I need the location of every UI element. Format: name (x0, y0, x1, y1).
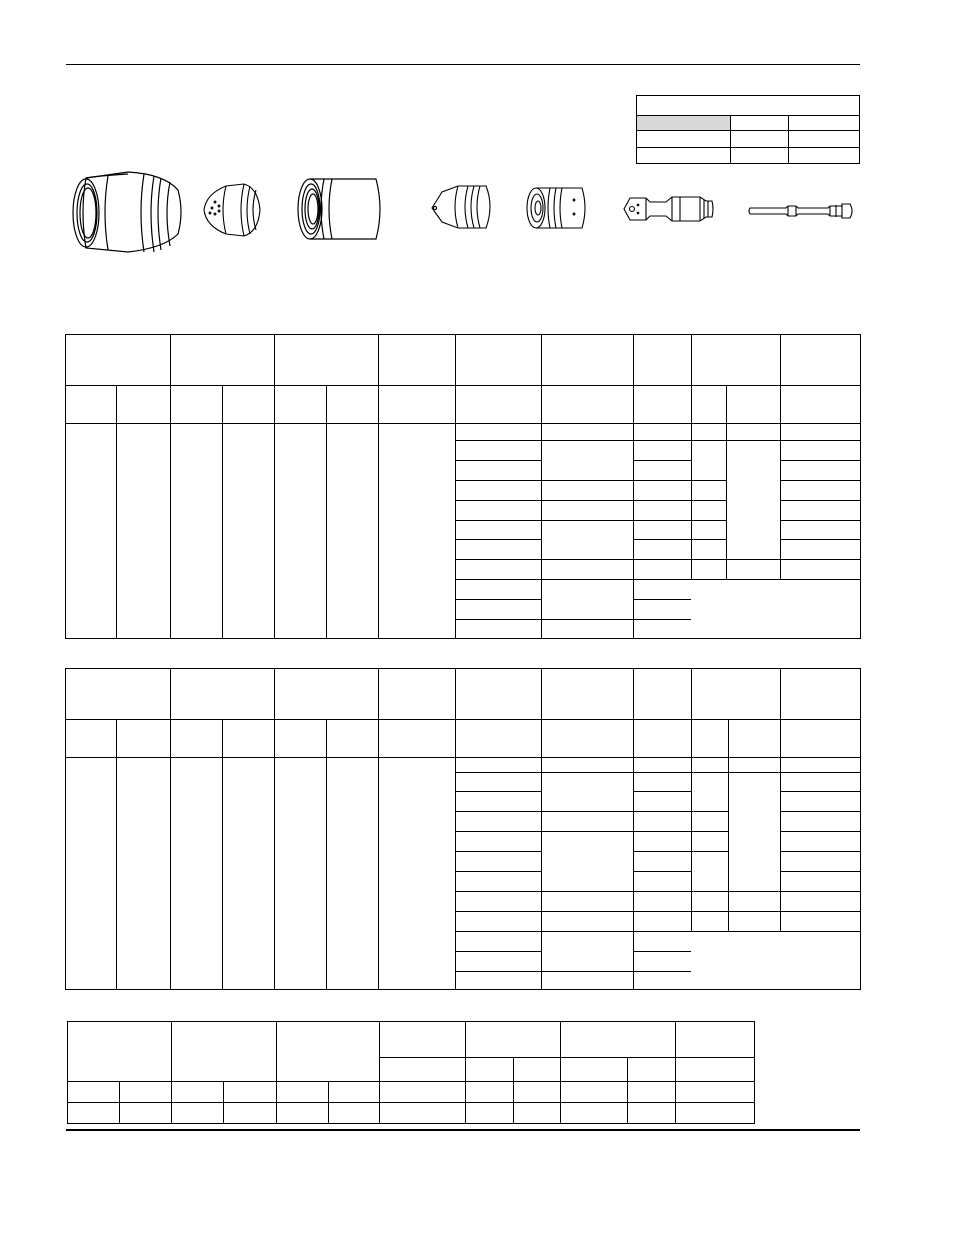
summary-table (66, 1020, 758, 1126)
water-tube-icon (746, 200, 858, 222)
shield-icon (200, 180, 266, 240)
cut-chart-table-2 (64, 667, 864, 993)
retaining-cap-icon (292, 175, 388, 243)
electrode-icon (620, 192, 716, 226)
shield-cap-icon (66, 168, 184, 256)
cut-chart-table-1 (64, 333, 864, 641)
legend-table (636, 95, 862, 167)
bottom-rule (66, 1129, 860, 1131)
nozzle-icon (428, 182, 498, 232)
top-rule (66, 64, 860, 65)
swirl-ring-icon (522, 184, 592, 232)
